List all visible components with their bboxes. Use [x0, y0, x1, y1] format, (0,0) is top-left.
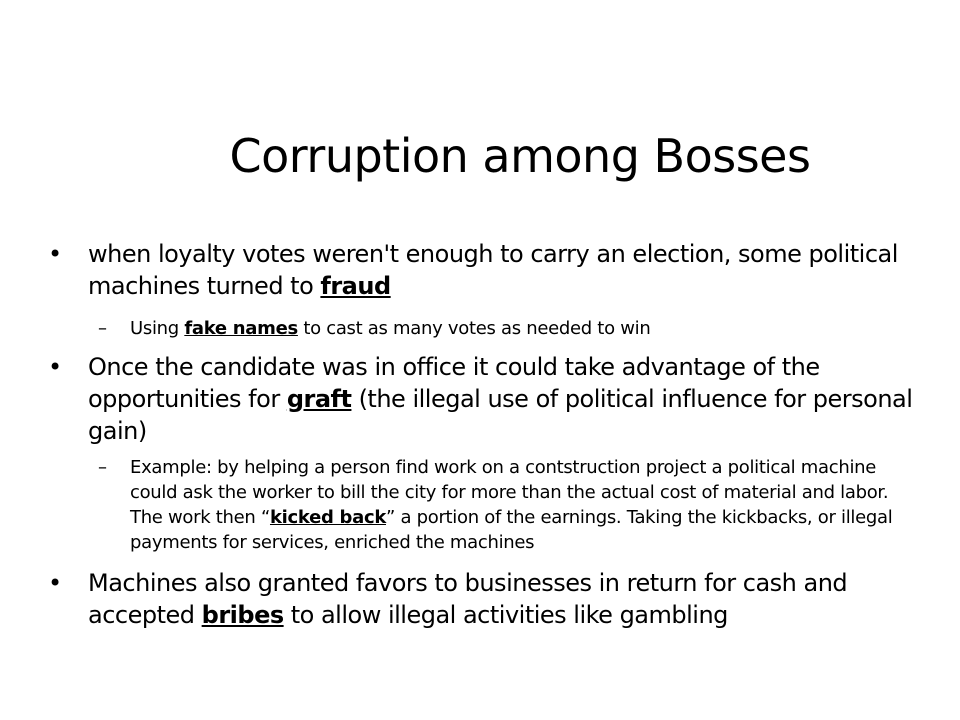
bullet-item-fraud [48, 238, 918, 302]
bullet-text: when loyalty votes weren't enough to carry an election, some political machines turned to [88, 240, 898, 300]
slide-body [48, 238, 918, 631]
key-term-fake-names: fake names [184, 318, 298, 339]
dash-icon: – [98, 318, 107, 339]
dash-icon: – [98, 457, 107, 478]
key-term-bribes: bribes [201, 601, 284, 629]
bullet-icon: • [48, 240, 62, 268]
bullet-item-bribes [48, 567, 918, 631]
bullet-text-tail: (the illegal use of political influence for personal gain) [88, 385, 913, 445]
key-term-kicked-back: kicked back [269, 507, 387, 528]
sub-bullet-fake-names [48, 316, 918, 341]
sub-bullet-text: Using [130, 318, 185, 339]
bullet-text-tail: to allow illegal activities like gambling [283, 601, 728, 629]
key-term-graft: graft [286, 385, 352, 413]
sub-bullet-text-tail: to cast as many votes as needed to win [297, 318, 651, 339]
sub-bullet-text-tail: ” a portion of the earnings. Taking the kickbacks, or illegal payments for services, enriched the machines [130, 507, 893, 553]
bullet-item-graft [48, 351, 918, 447]
bullet-icon: • [48, 569, 62, 597]
key-term-fraud: fraud [320, 272, 391, 300]
bullet-text: Machines also granted favors to businesses in return for cash and accepted [88, 569, 848, 629]
sub-bullet-kickback-example [48, 455, 918, 555]
slide-title: Corruption among Bosses [229, 129, 811, 183]
bullet-text: Once the candidate was in office it could take advantage of the opportunities for [88, 353, 820, 413]
bullet-icon: • [48, 353, 62, 381]
sub-bullet-text: Example: by helping a person find work on a contstruction project a political machine could ask the worker to bill the city for more than the actual cost of material and labor. The work then “ [130, 457, 889, 528]
